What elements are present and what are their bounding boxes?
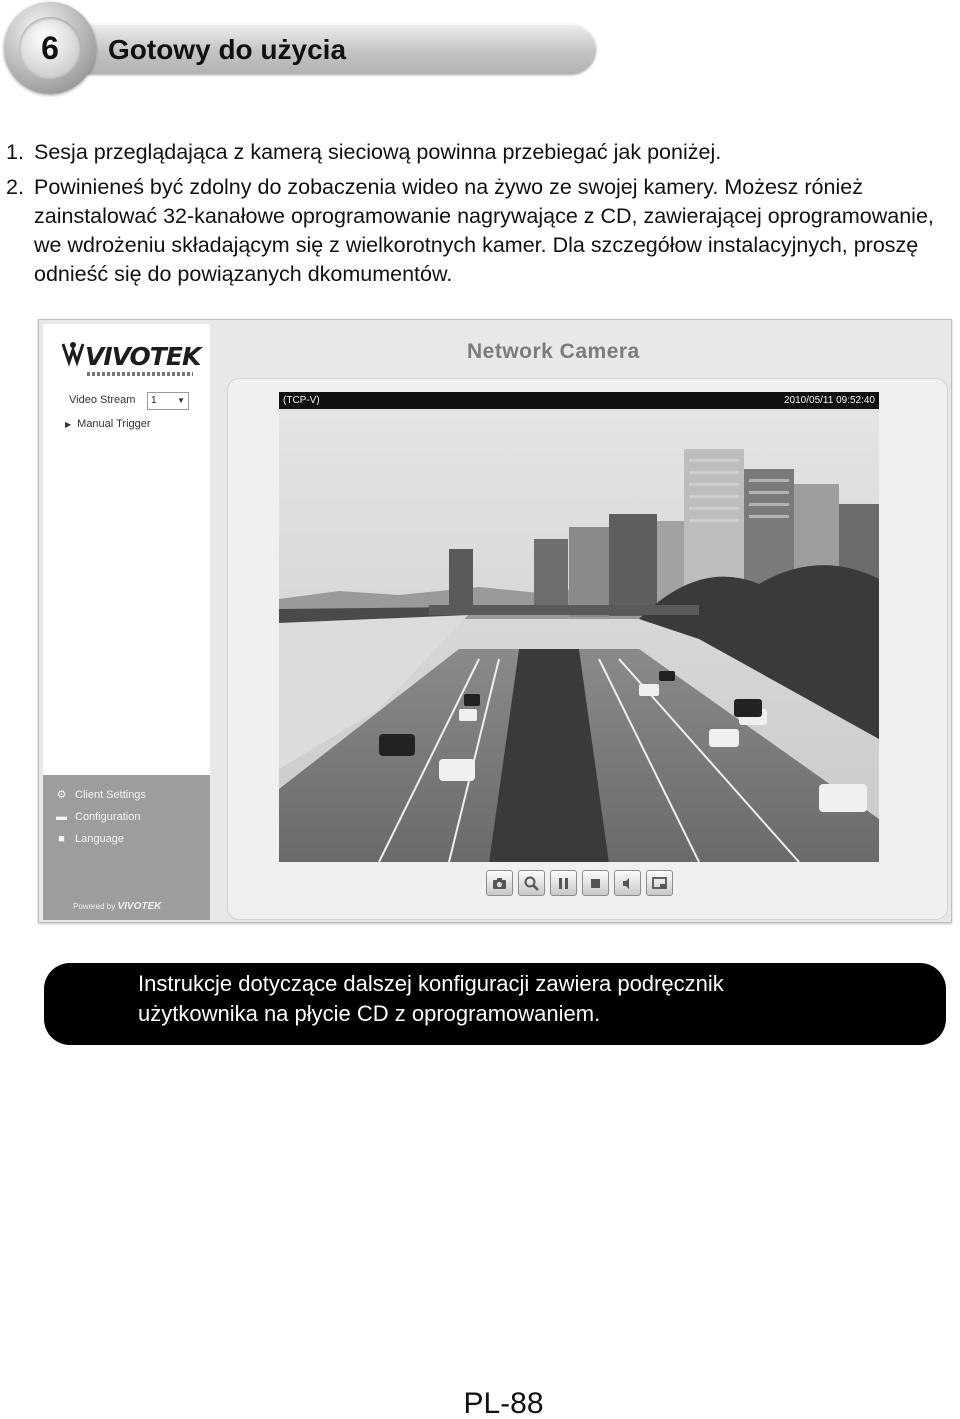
instruction-text: Sesja przeglądająca z kamerą sieciową powinna przebiegać jak poniżej. [34, 140, 722, 164]
menu-language[interactable] [58, 833, 124, 845]
chevron-down-icon: ▼ [177, 396, 185, 405]
page-number: PL-88 [463, 1387, 544, 1419]
video-controls [486, 870, 673, 898]
osd-stream-info: (TCP-V) [283, 395, 320, 406]
stop-icon [587, 875, 604, 892]
video-stream-select[interactable] [147, 392, 189, 410]
gear-icon: ⚙ [56, 789, 67, 801]
instruction-text: Powinieneś być zdolny do zobaczenia wideo na żywo ze swojej kamery. Możesz rónież zainstalować 32-kanałowe oprogramowanie nagrywające z CD, zawierającej oprogramowanie, we wdrożeniu składającym się z wielkorotnych kamer. Dla szczegółow instalacyjnych, proszę odnieść się do powiązanych dkomumentów. [34, 175, 934, 286]
note-line-2: użytkownika na płycie CD z oprogramowaniem. [138, 1001, 601, 1026]
language-icon: ■ [58, 833, 65, 845]
video-stream-value: 1 [151, 395, 157, 406]
manual-trigger-label: Manual Trigger [77, 418, 151, 430]
video-stream-label: Video Stream [69, 394, 136, 406]
snapshot-button[interactable] [486, 870, 513, 896]
menu-language-label: Language [75, 833, 124, 845]
step-header [4, 2, 596, 94]
live-video-image [279, 409, 879, 862]
fullscreen-button[interactable] [646, 870, 673, 896]
instruction-item [6, 138, 958, 167]
instruction-number: 1. [6, 140, 24, 164]
live-video-frame [279, 392, 879, 862]
instruction-item [6, 173, 958, 289]
settings-panel [43, 775, 210, 920]
network-camera-title: Network Camera [467, 340, 640, 363]
instructions-list [6, 138, 958, 289]
info-note [44, 963, 946, 1045]
video-osd-bar [279, 392, 879, 409]
pause-icon [555, 875, 572, 892]
zoom-icon [523, 875, 540, 892]
note-line-1: Instrukcje dotyczące dalszej konfiguracji zawiera podręcznik [138, 971, 724, 996]
fullscreen-icon [651, 875, 668, 892]
step-title: Gotowy do użycia [108, 34, 347, 65]
osd-timestamp: 2010/05/11 09:52:40 [783, 395, 875, 406]
volume-button[interactable] [614, 870, 641, 896]
pause-button[interactable] [550, 870, 577, 896]
logo-tagline [87, 372, 193, 376]
powered-by [73, 901, 161, 912]
logo-wordmark: VIVOTEK [85, 342, 201, 371]
zoom-button[interactable] [518, 870, 545, 896]
menu-client-settings[interactable] [56, 789, 146, 801]
menu-configuration-label: Configuration [75, 811, 141, 823]
camera-ui-screenshot [38, 319, 952, 923]
menu-client-settings-label: Client Settings [75, 789, 146, 801]
stop-button[interactable] [582, 870, 609, 896]
menu-configuration[interactable] [56, 811, 141, 823]
triangle-right-icon: ▶ [65, 420, 72, 429]
vivotek-mark-icon [61, 340, 85, 372]
instruction-number: 2. [6, 175, 24, 199]
vivotek-logo [61, 338, 201, 388]
configuration-icon: ▬ [56, 811, 67, 823]
powered-by-brand: VIVOTEK [117, 901, 162, 912]
powered-by-label: Powered by [73, 902, 116, 911]
volume-icon [619, 875, 636, 892]
step-number: 6 [41, 30, 59, 66]
manual-trigger-toggle[interactable] [65, 418, 151, 430]
camera-sidebar [43, 324, 210, 920]
snapshot-icon [491, 875, 508, 892]
